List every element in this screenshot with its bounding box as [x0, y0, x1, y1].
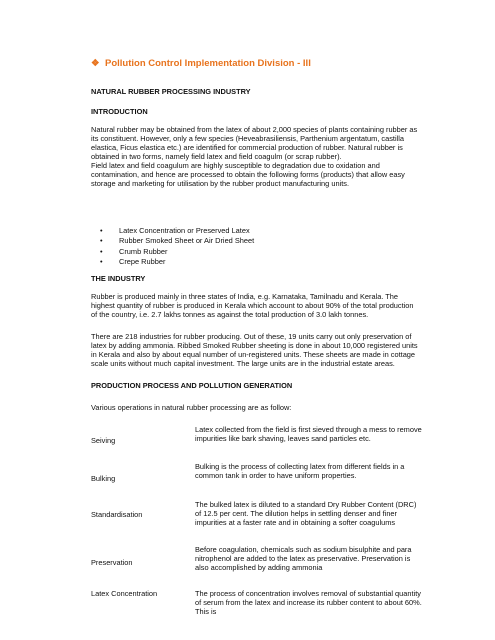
process-description: Before coagulation, chemicals such as sodium bisulphite and para nitrophenol are added to the latex as preservative. Preservation is also accomplished by adding ammonia [195, 545, 412, 572]
process-term: Standardisation [91, 510, 143, 519]
industry-paragraph-1: Rubber is produced mainly in three states of India, e.g. Karnataka, Tamilnadu and Kerala. The highest quantity of rubber is produced in Kerala which account to about 90% of the total production of the country, i.e. 2.7 lakhs tonnes as against the total production of 3.0 lakh tonnes. [91, 292, 414, 319]
process-heading: PRODUCTION PROCESS AND POLLUTION GENERATION [91, 381, 293, 390]
process-description: The bulked latex is diluted to a standard Dry Rubber Content (DRC) of 12.5 per cent. The dilution helps in settling denser and finer impurities at a faster rate and in obtaining a softer coagulums [195, 500, 417, 527]
process-term: Latex Concentration [91, 589, 158, 598]
product-list [91, 226, 254, 267]
process-description: The process of concentration involves removal of substantial quantity of serum from the latex and increase its rubber content to about 60%. This is [195, 589, 422, 616]
process-term: Preservation [91, 558, 133, 567]
diamond-bullet-icon: ❖ [91, 58, 100, 69]
list-item: • Latex Concentration or Preserved Latex [91, 226, 254, 236]
process-description: Latex collected from the field is first sieved through a mess to remove impurities like bark shaving, leaves sand particles etc. [195, 425, 422, 443]
industry-heading: THE INDUSTRY [91, 274, 146, 283]
list-item: • Rubber Smoked Sheet or Air Dried Sheet [91, 236, 254, 246]
introduction-paragraph-1: Natural rubber may be obtained from the latex of about 2,000 species of plants containing rubber as its constituent. However, only a few species (Heveabrasiliensis, Parthenium argentatum, castilla elastica, Ficus elastica etc.) are identified for commercial production of rubber. Natural rubber is obtained in two forms, namely field latex and field coagulm (or scrap rubber). [91, 125, 418, 161]
introduction-paragraph-2: Field latex and field coagulum are highly susceptible to degradation due to oxidation and contamination, and hence are processed to obtain the following forms (products) that allow easy storage and marketing for utilisation by the rubber product manufacturing units. [91, 161, 405, 188]
list-item: • Crepe Rubber [91, 257, 254, 267]
document-subtitle: NATURAL RUBBER PROCESSING INDUSTRY [91, 87, 251, 96]
process-term: Seiving [91, 436, 116, 445]
industry-paragraph-2: There are 218 industries for rubber producing. Out of these, 19 units carry out only preservation of latex by adding ammonia. Ribbed Smoked Rubber sheeting is done in about 10,000 registered units in Kerala and also by about equal number of un-registered units. These sheets are made in cottage scale units without much capital investment. The large units are in the industrial estate areas. [91, 332, 418, 368]
list-item: • Crumb Rubber [91, 247, 254, 257]
process-intro: Various operations in natural rubber processing are as follow: [91, 403, 292, 412]
division-title: ❖ Pollution Control Implementation Division - III [91, 58, 311, 69]
process-term: Bulking [91, 474, 116, 483]
introduction-heading: INTRODUCTION [91, 107, 148, 116]
introduction-text [91, 125, 421, 188]
process-description: Bulking is the process of collecting latex from different fields in a common tank in order to have uniform properties. [195, 462, 405, 480]
